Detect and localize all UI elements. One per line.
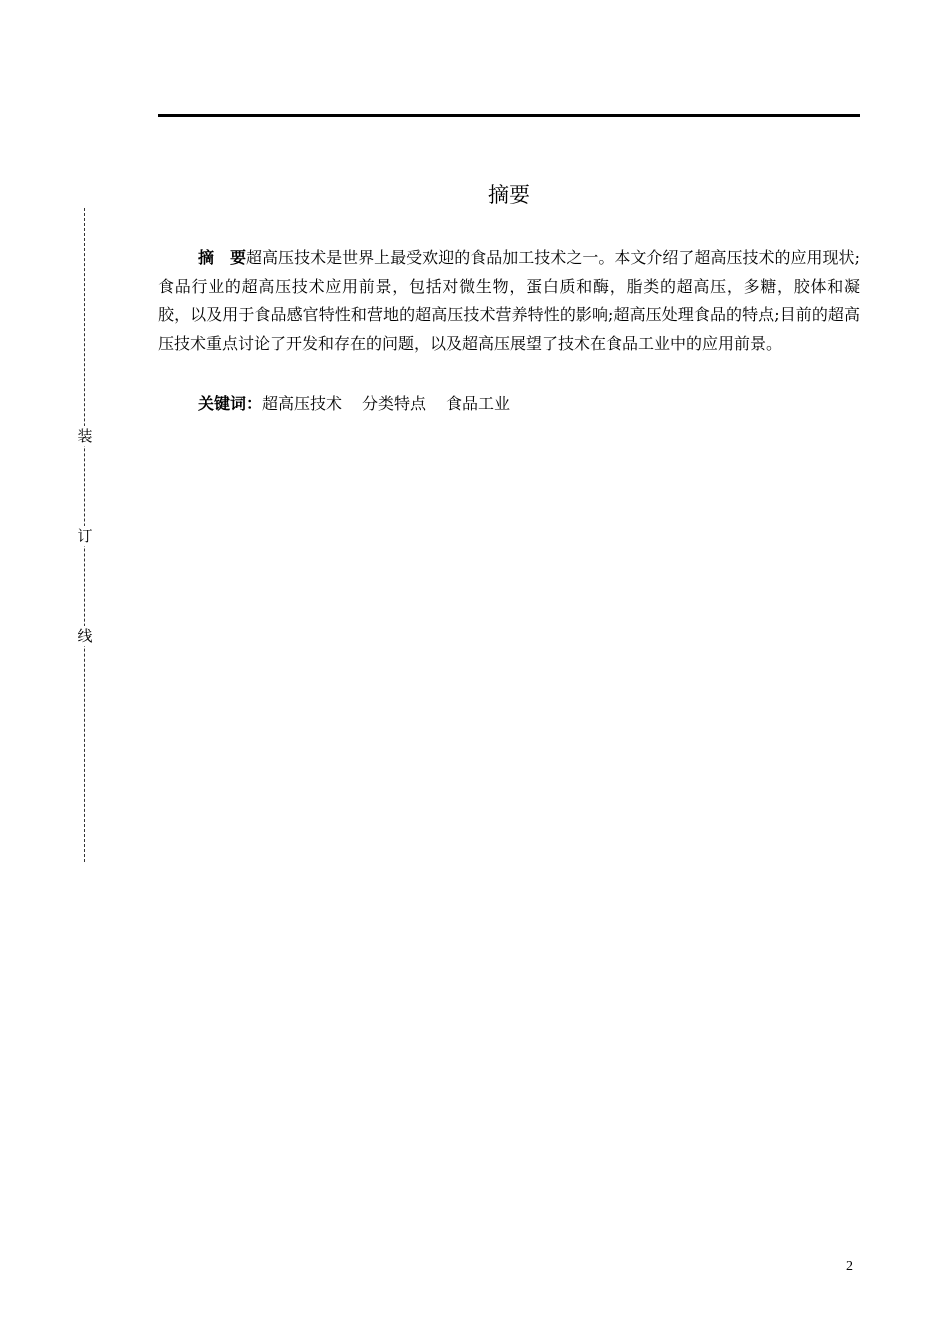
keywords-label: 关键词： (198, 394, 263, 413)
page-title: 摘要 (488, 183, 530, 207)
keyword-item: 超高压技术 (262, 394, 343, 413)
abstract-label (198, 248, 246, 267)
binding-label-zhuang: 装 (74, 426, 96, 446)
keyword-item: 分类特点 (362, 394, 427, 413)
abstract-label-last: 要 (230, 248, 247, 267)
page-number: 2 (846, 1259, 853, 1274)
binding-label-ding: 订 (74, 526, 96, 546)
keywords-line (198, 390, 530, 418)
abstract-label-first: 摘 (198, 248, 231, 267)
keyword-item: 食品工业 (446, 394, 511, 413)
abstract-paragraph (158, 244, 860, 358)
header-rule (158, 114, 860, 117)
abstract-text: 超高压技术是世界上最受欢迎的食品加工技术之一。本文介绍了超高压技术的应用现状;食品行业的超高压技术应用前景，包括对微生物，蛋白质和酶，脂类的超高压，多糖，胶体和凝胶，以及用于食品感官特性和营地的超高压技术营养特性的影响;超高压处理食品的特点;目前的超高压技术重点讨论了开发和存在的问题，以及超高压展望了技术在食品工业中的应用前景。 (158, 248, 860, 353)
binding-label-xian: 线 (74, 626, 96, 646)
